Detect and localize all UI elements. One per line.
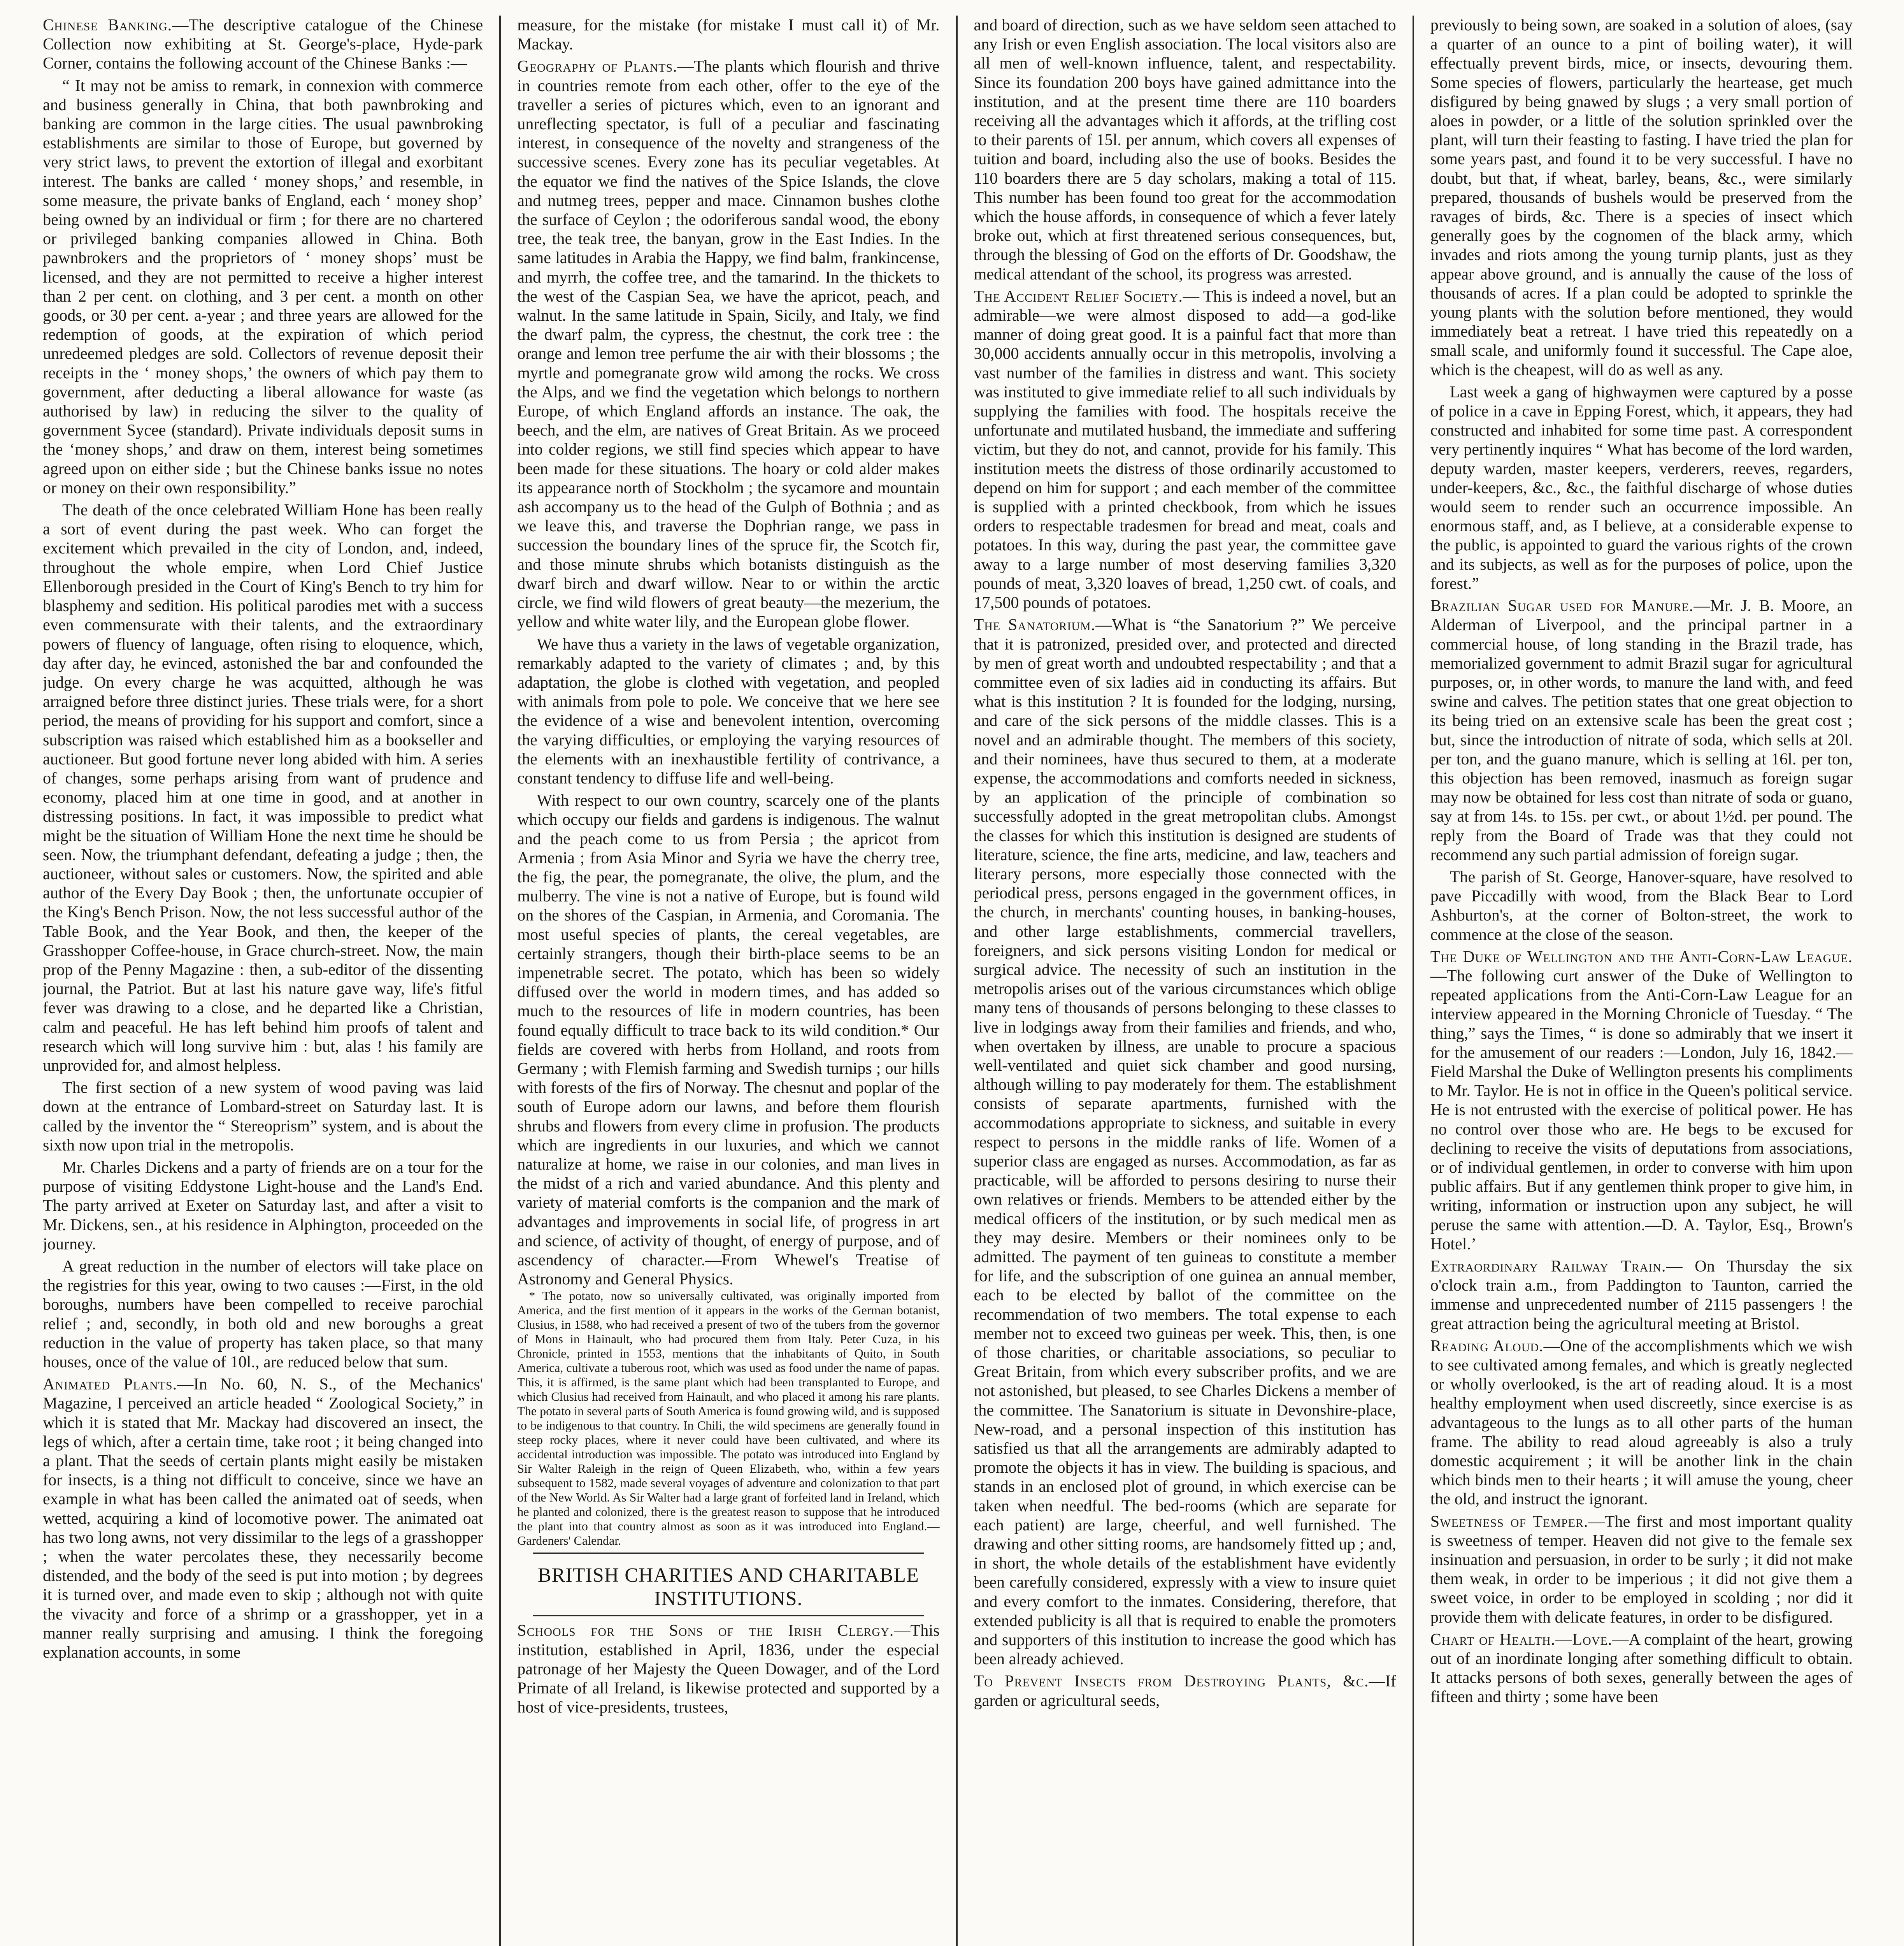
article-text: —What is “the Sanatorium ?” We perceive that it is patronized, presided over, and protected and directed by men of great worth and undoubted respectability ; and that a committee even of six ladies aid in conducting its affairs. But what is this institution ? It is founded for the lodging, nursing, and care of the sick persons of the middle classes. This is a novel and an admirable thought. The members of this society, and their nominees, have thus secured to them, at a moderate expense, the accommodations and comforts needed in sickness, by an application of the principle of combination so successfully adopted in the great metropolitan clubs. Amongst the classes for which this institution is designed are students of literature, science, the fine arts, medicine, and law, teachers and literary persons, more especially those connected with the periodical press, persons engaged in the government offices, in the church, in merchants' counting houses, in banking-houses, and other large establishments, commercial travellers, foreigners, and sick persons visiting London for medical or surgical advice. The necessity of such an institution in the metropolis arises out of the various circumstances which oblige many tens of thousands of persons belonging to these classes to live in lodgings away from their families and friends, and who, when overtaken by illness, are unable to procure a spacious well-ventilated and quiet sick chamber and good nursing, although willing to pay moderately for them. The establishment consists of separate apartments, furnished with the accommodations appropriate to sickness, and suitable in every respect to persons in the middle ranks of life. Women of a superior class are engaged as nurses. Accommodation, as far as practicable, will be afforded to persons desiring to nurse their own relatives or friends. Members to be attended either by the medical officers of the institution, or by such medical men as they may desire. Members or their nominees only to be admitted. The payment of ten guineas to constitute a member for life, and the subscription of one guinea an annual member, each to be elected by ballot of the committee on the recommendation of two members. The total expense to each member not to exceed two guineas per week. This, then, is one of those charities, or charitable associations, so peculiar to Great Britain, from which every subscriber profits, and we are not astonished, but pleased, to see Charles Dickens a member of the committee. The Sanatorium is situate in Devonshire-place, New-road, and a personal inspection of this institution has satisfied us that all the arrangements are admirably adapted to promote the objects it has in view. The building is spacious, and stands in an enclosed plot of ground, in which exercise can be taken when needful. The bed-rooms (which are separate for each patient) are large, cheerful, and well furnished. The drawing and other sitting rooms, are handsomely fitted up ; and, in short, the whole details of the establishment have evidently been carefully considered, expressly with a view to insure quiet and every comfort to the inmates. Considering, therefore, that extended publicity is all that is required to enable the promoters and supporters of this institution to increase the good which has been already achieved. xyxy=(974,616,1396,1669)
footnote-text: * The potato, now so universally cultivated, was originally imported from America, and the first mention of it appears in the works of the German botanist, Clusius, in 1588, who had received a present of two of the tubers from the governor of Mons in Hainault, who had procured them from Italy. Peter Cuza, in his Chronicle, printed in 1553, mentions that the inhabitants of Quito, in South America, cultivate a tuberous root, which was used as food under the name of papas. This, it is affirmed, is the same plant which had been transplanted to Europe, and which Clusius had received from Hainault, and who placed it among his rare plants. The potato in several parts of South America is found growing wild, and is supposed to be indigenous to that country. In Chili, the wild specimens are generally found in steep rocky places, where it never could have been cultivated, and where its accidental introduction was impossible. The potato was introduced into England by Sir Walter Raleigh in the reign of Queen Elizabeth, who, within a few years subsequent to 1582, made several voyages of adventure and colonization to that part of the New World. As Sir Walter had a large grant of forfeited land in Ireland, which he planted and colonized, there is the greatest reason to suppose that he introduced the plant into that country almost as soon as it was introduced into England.—Gardeners' Calendar. xyxy=(517,1289,940,1548)
article-heading: Sweetness of Temper. xyxy=(1430,1512,1588,1531)
article-text: —This institution, established in April, 1836, under the especial patronage of her Majesty the Queen Dowager, and of the Lord Primate of all Ireland, is likewise protected and supported by a host of vice-presidents, trustees, xyxy=(517,1621,940,1717)
section-title: BRITISH CHARITIES AND CHARITABLE INSTITUTIONS. xyxy=(538,1564,919,1610)
article-text: — On Thursday the six o'clock train a.m., from Paddington to Taunton, carried the immense and unprecedented number of 2115 passengers ! the great attraction being the agricultural meeting at Bristol. xyxy=(1430,1257,1853,1333)
article-text: —If garden or agricultural seeds, xyxy=(974,1672,1396,1710)
article-chart-of-health xyxy=(1430,1630,1853,1707)
section-divider xyxy=(533,1553,924,1554)
article-heading: The Accident Relief Society. xyxy=(974,287,1183,306)
article-sanatorium xyxy=(974,615,1396,1669)
article-reading-aloud xyxy=(1430,1337,1853,1509)
article-text: —A complaint of the heart, growing out of an inordinate longing after something difficult to obtain. It attacks persons of both sexes, generally between the ages of fifteen and thirty ; some have been xyxy=(1430,1630,1853,1706)
article-heading: Brazilian Sugar used for Manure. xyxy=(1430,597,1694,615)
article-william-hone: The death of the once celebrated William Hone has been really a sort of event during the past week. Who can forget the excitement which prevailed in the city of London, and, indeed, throughout the whole empire, when Lord Chief Justice Ellenborough presided in the Court of King's Bench to try him for blasphemy and sedition. His political parodies met with a success even commensurate with their talents, and the extraordinary powers of fluency of language, often rising to eloquence, which, day after day, he evinced, astonished the bar and confounded the judge. On every charge he was acquitted, although he was arraigned before three distinct juries. These trials were, for a short period, the means of providing for his support and comfort, since a subscription was raised which established him as a bookseller and auctioneer. But good fortune never long abided with him. A series of changes, some perhaps arising from want of prudence and economy, placed him at one time in good, and at another in distressing positions. In fact, it was impossible to predict what might be the situation of William Hone the next time he should be seen. Now, the triumphant defendant, defeating a judge ; then, the auctioneer, without sales or customers. Now, the spirited and able author of the Every Day Book ; then, the unfortunate occupier of the King's Bench Prison. Now, the not less successful author of the Table Book, and the Year Book, and then, the keeper of the Grasshopper Coffee-house, in Grace church-street. Now, the main prop of the Penny Magazine : then, a sub-editor of the dissenting journal, the Patriot. But at last his nature gave way, life's fitful fever was drawing to a close, and he departed like a Christian, calm and peaceful. He has left behind him proofs of talent and research which will long survive him : but, alas ! his family are unprovided for, and almost helpless. xyxy=(43,501,483,1075)
article-heading: Schools for the Sons of the Irish Clergy. xyxy=(517,1621,894,1640)
article-continuation: measure, for the mistake (for mistake I must call it) of Mr. Mackay. xyxy=(517,16,940,54)
article-text: —In No. 60, N. S., of the Mechanics' Magazine, I perceived an article headed “ Zoological Society,” in which it is stated that Mr. Mackay had discovered an insect, the legs of which, after a certain time, take root ; it being changed into a plant. That the seeds of certain plants might easily be mistaken for insects, is a thing not difficult to conceive, since we have an example in what has been called the animated oat of seeds, when wetted, acquiring a kind of locomotive power. The animated oat has two long awns, not very dissimilar to the legs of a grasshopper ; when the water percolates these, they necessarily become distended, and the body of the seed is put into motion ; by degrees it is turned over, and made even to skip ; although not with quite the vivacity and force of a shrimp or a grasshopper, yet in a manner really surprising and amusing. I think the foregoing explanation accounts, in some xyxy=(43,1375,483,1662)
article-text: —The descriptive catalogue of the Chinese Collection now exhibiting at St. George's-place, Hyde-park Corner, contains the following account of the Chinese Banks :— xyxy=(43,16,483,73)
article-animated-plants xyxy=(43,1375,483,1662)
article-heading: Geography of Plants. xyxy=(517,57,677,76)
article-chinese-banking xyxy=(43,16,483,73)
article-text: —Mr. J. B. Moore, an Alderman of Liverpool, and the principal partner in a commercial house, of long standing in the Brazil trade, has memorialized government to admit Brazil sugar for agricultural purposes, or, in other words, to manure the land with, and feed swine and calves. The petition states that one great objection to its being tried on an extensive scale has been the great cost ; but, since the introduction of nitrate of soda, which sells at 20l. per ton, and the guano manure, which is selling at 16l. per ton, this objection has been removed, inasmuch as foreign sugar may now be obtained for less cost than nitrate of soda or guano, say at from 14s. to 15s. per cwt., or about 1½d. per pound. The reply from the Board of Trade was that they could not recommend any such partial admission of foreign sugar. xyxy=(1430,597,1853,864)
article-heading: Reading Aloud. xyxy=(1430,1337,1544,1355)
footnote-potato xyxy=(517,1289,939,1548)
article-charles-dickens: Mr. Charles Dickens and a party of friends are on a tour for the purpose of visiting Eddystone Light-house and the Land's End. The party arrived at Exeter on Saturday last, and after a visit to Mr. Dickens, sen., at his residence in Alphington, proceeded on the journey. xyxy=(43,1158,483,1253)
article-heading: To Prevent Insects from Destroying Plants, &c. xyxy=(974,1672,1369,1691)
section-divider xyxy=(533,1615,924,1616)
article-quote: “ It may not be amiss to remark, in connexion with commerce and business generally in China, that both pawnbroking and banking are common in the large cities. The usual pawnbroking establishments are similar to those of Europe, but governed by very strict laws, to prevent the extortion of illegal and exorbitant interest. The banks are called ‘ money shops,’ and resemble, in some measure, the private banks of England, each ‘ money shop’ being owned by an individual or firm ; for there are no chartered or privileged banking companies allowed in China. Both pawnbrokers and the proprietors of ‘ money shops’ must be licensed, and they are not permitted to receive a higher interest than 2 per cent. on clothing, and 3 per cent. a month on other goods, or 30 per cent. a-year ; and three years are allowed for the redemption of goods, at the expiration of which period unredeemed pledges are sold. Collectors of revenue deposit their receipts in the ‘ money shops,’ the owners of which pay them to government, after deducting a liberal allowance for waste (as authorised by law) in reducing the silver to the quality of government Sycee (standard). Private individuals deposit sums in the ‘money shops,’ and draw on them, interest being sometimes agreed upon on either side ; but the Chinese banks issue no notes or money on their own responsibility.” xyxy=(43,76,483,497)
article-wood-paving: The first section of a new system of wood paving was laid down at the entrance of Lombard-street on Saturday last. It is called by the inventor the “ Stereoprism” system, and is about the sixth now upon trial in the metropolis. xyxy=(43,1078,483,1154)
article-insects-plants xyxy=(974,1672,1396,1710)
column-3 xyxy=(956,16,1413,1946)
article-text: —The plants which flourish and thrive in countries remote from each other, offer to the eye of the traveller a series of pictures which, even to an ignorant and unreflecting spectator, is full of a peculiar and fascinating interest, in consequence of the novelty and strangeness of the successive scenes. Every zone has its peculiar vegetables. At the equator we find the natives of the Spice Islands, the clove and nutmeg trees, pepper and mace. Cinnamon bushes clothe the surface of Ceylon ; the odoriferous sandal wood, the ebony tree, the teak tree, the banyan, grow in the East Indies. In the same latitudes in Arabia the Happy, we find balm, frankincense, and myrrh, the coffee tree, and the tamarind. In the thickets to the west of the Caspian Sea, we have the apricot, peach, and walnut. In the same latitude in Spain, Sicily, and Italy, we find the dwarf palm, the cypress, the chestnut, the cork tree : the orange and lemon tree perfume the air with their blossoms ; the myrtle and pomegranate grow wild among the rocks. We cross the Alps, and we find the vegetation which belongs to northern Europe, of which England affords an instance. The oak, the beech, and the elm, are natives of Great Britain. As we proceed into colder regions, we still find species which appear to have been made for these situations. The hoary or cold alder makes its appearance north of Stockholm ; the sycamore and mountain ash accompany us to the head of the Gulph of Bothnia ; and as we leave this, and traverse the Dophrian range, we pass in succession the boundary lines of the spruce fir, the Scotch fir, and those minute shrubs which botanists distinguish as the dwarf birch and dwarf willow. Near to or within the arctic circle, we find wild flowers of great beauty—the mezerium, the yellow and white water lily, and the European globe flower. xyxy=(517,57,940,631)
article-heading: Chinese Banking. xyxy=(43,16,172,34)
article-heading: Animated Plants. xyxy=(43,1375,177,1394)
article-text: —The first and most important quality is sweetness of temper. Heaven did not give to the female sex insinuation and persuasion, in order to be surly ; it did not make them weak, in order to be imperious ; it did not give them a sweet voice, in order to be employed in scolding ; nor did it provide them with delicate features, in order to be disfigured. xyxy=(1430,1512,1853,1626)
article-vegetable-organization: We have thus a variety in the laws of vegetable organization, remarkably adapted to the variety of climates ; and, by this adaptation, the globe is clothed with vegetation, and peopled with animals from pole to pole. We conceive that we here see the evidence of a wise and benevolent intention, overcoming the varying difficulties, or employing the varying resources of the elements with an inexhaustible fertility of contrivance, a constant tendency to diffuse life and well-being. xyxy=(517,635,940,787)
article-continuation: previously to being sown, are soaked in a solution of aloes, (say a quarter of an ounce to a pint of boiling water), it will effectually prevent birds, mice, or insects, devouring them. Some species of flowers, particularly the heartease, get much disfigured by being gnawed by slugs ; a very small portion of aloes in powder, or a little of the solution sprinkled over the plant, will turn their feasting to fasting. I have tried the plan for some years past, and found it to be very successful. I have no doubt, but that, if wheat, barley, beans, &c., were similarly prepared, thousands of bushels would be preserved from the ravages of birds, &c. There is a species of insect which generally goes by the cognomen of the black army, which invades and riots among the young turnip plants, just as they appear above ground, and is annually the cause of the loss of thousands of acres. If a plan could be adopted to sprinkle the young plants with the solution before mentioned, they would immediately beat a retreat. I have tried this repeatedly on a small scale, and uniformly found it successful. The Cape aloe, which is the cheapest, will do as well as any. xyxy=(1430,16,1853,379)
article-irish-clergy-schools xyxy=(517,1621,939,1717)
column-4 xyxy=(1413,16,1869,1946)
article-sweetness-of-temper xyxy=(1430,1512,1853,1627)
article-heading: Extraordinary Railway Train. xyxy=(1430,1257,1666,1275)
article-electors: A great reduction in the number of electors will take place on the registries for this year, owing to two causes :—First, in the old boroughs, numbers have been compelled to receive parochial relief ; and, secondly, in both old and new boroughs a great reduction in the value of property has taken place, so that many houses, once of the value of 10l., are reduced below that sum. xyxy=(43,1257,483,1372)
article-text: —One of the accomplishments which we wish to see cultivated among females, and which is greatly neglected or wholly overlooked, is the art of reading aloud. It is a most healthy employment when used discreetly, since exercise is as advantageous to the lungs as to all other parts of the human frame. The ability to read aloud agreeably is also a truly domestic acquirement ; it will be another link in the chain which binds men to their hearts ; it will amuse the young, cheer the old, and instruct the ignorant. xyxy=(1430,1337,1853,1509)
article-text: —The following curt answer of the Duke of Wellington to repeated applications from the Anti-Corn-Law League for an interview appeared in the Morning Chronicle of Tuesday. “ The thing,” says the Times, “ is done so admirably that we insert it for the amusement of our readers :—London, July 16, 1842.—Field Marshal the Duke of Wellington presents his compliments to Mr. Taylor. He is not in office in the Queen's political service. He is not entrusted with the exercise of political power. He has no control over those who are. He begs to be excused for declining to receive the visits of deputations from associations, or of individual gentlemen, in order to converse with him upon public affairs. But if any gentlemen think proper to give him, in writing, information or instruction upon any subject, he will peruse the same with attention.—D. A. Taylor, Esq., Brown's Hotel.’ xyxy=(1430,966,1853,1253)
article-continuation: and board of direction, such as we have seldom seen attached to any Irish or even English association. The local visitors also are all men of well-known influence, talent, and respectability. Since its foundation 200 boys have gained admittance into the institution, and at the present time there are 110 boarders receiving all the advantages which it affords, at the trifling cost to their parents of 15l. per annum, which covers all expenses of tuition and board, including also the use of books. Besides the 110 boarders there are 5 day scholars, making a total of 115. This number has been found too great for the accommodation which the house affords, in consequence of which a fever lately broke out, which at first threatened serious consequences, but, through the blessing of God on the efforts of Dr. Goodshaw, the medical attendant of the school, its progress was arrested. xyxy=(974,16,1396,283)
article-duke-of-wellington xyxy=(1430,947,1853,1254)
article-heading: The Sanatorium. xyxy=(974,616,1096,634)
article-piccadilly-paving: The parish of St. George, Hanover-square, have resolved to pave Piccadilly with wood, from the Black Bear to Lord Ashburton's, at the corner of Bolton-street, the work to commence at the close of the season. xyxy=(1430,868,1853,944)
article-heading: Chart of Health.—Love. xyxy=(1430,1630,1613,1649)
article-geography-of-plants xyxy=(517,57,939,631)
article-own-country: With respect to our own country, scarcely one of the plants which occupy our fields and gardens is indigenous. The walnut and the peach come to us from Persia ; the apricot from Armenia ; from Asia Minor and Syria we have the cherry tree, the fig, the pear, the pomegranate, the olive, the plum, and the mulberry. The vine is not a native of Europe, but is found wild on the shores of the Caspian, in Armenia, and Coromania. The most useful species of plants, the cereal vegetables, are certainly strangers, though their birth-place seems to be an impenetrable secret. The potato, which has been so widely diffused over the world in modern times, and has added so much to the resources of life in modern countries, has been found equally difficult to trace back to its wild condition.* Our fields are covered with herbs from Holland, and roots from Germany ; with Flemish farming and Swedish turnips ; our hills with forests of the firs of Norway. The chesnut and poplar of the south of Europe adorn our lawns, and before them flourish shrubs and flowers from every clime in profusion. The products which are ingredients in our luxuries, and which we cannot naturalize at home, we raise in our colonies, and man lives in the midst of a rich and varied abundance. And this plenty and variety of material comforts is the companion and the mark of advantages and improvements in social life, of progress in art and science, of activity of thought, of energy of purpose, and of ascendency of character.—From Whewel's Treatise of Astronomy and General Physics. xyxy=(517,791,940,1289)
column-2 xyxy=(499,16,956,1946)
article-highwaymen: Last week a gang of highwaymen were captured by a posse of police in a cave in Epping Forest, which, it appears, they had constructed and inhabited for some time past. A correspondent very pertinently inquires “ What has become of the lord warden, deputy warden, master keepers, verderers, reeves, regarders, under-keepers, &c., &c., the faithful discharge of whose duties would seem to render such an occurrence impossible. An enormous staff, and, as I believe, at a considerable expense to the public, is appointed to guard the various rights of the crown and its subjects, as well as for the purposes of police, upon the forest.” xyxy=(1430,383,1853,593)
article-railway-train xyxy=(1430,1257,1853,1333)
article-accident-relief xyxy=(974,287,1396,612)
article-heading: The Duke of Wellington and the Anti-Corn-Law League. xyxy=(1430,947,1853,966)
column-1 xyxy=(43,16,499,1946)
article-brazilian-sugar xyxy=(1430,596,1853,864)
column-container xyxy=(43,16,1869,1946)
article-text: — This is indeed a novel, but an admirable—we were almost disposed to add—a god-like manner of doing great good. It is a painful fact that more than 30,000 accidents annually occur in this metropolis, involving a vast number of the families in distress and want. This society was instituted to give immediate relief to all such individuals by supplying the families with food. The hospitals receive the unfortunate and mutilated husband, the immediate and suffering victim, but they do not, and cannot, provide for his family. This institution meets the distress of those ordinarily accustomed to depend on him for support ; and each member of the committee is supplied with a printed checkbook, from which he issues orders to respectable tradesmen for bread and meat, coals and potatoes. In this way, during the past year, the committee gave away to a large number of most deserving families 3,320 pounds of meat, 3,320 loaves of bread, 1,250 cwt. of coals, and 17,500 pounds of potatoes. xyxy=(974,287,1396,612)
